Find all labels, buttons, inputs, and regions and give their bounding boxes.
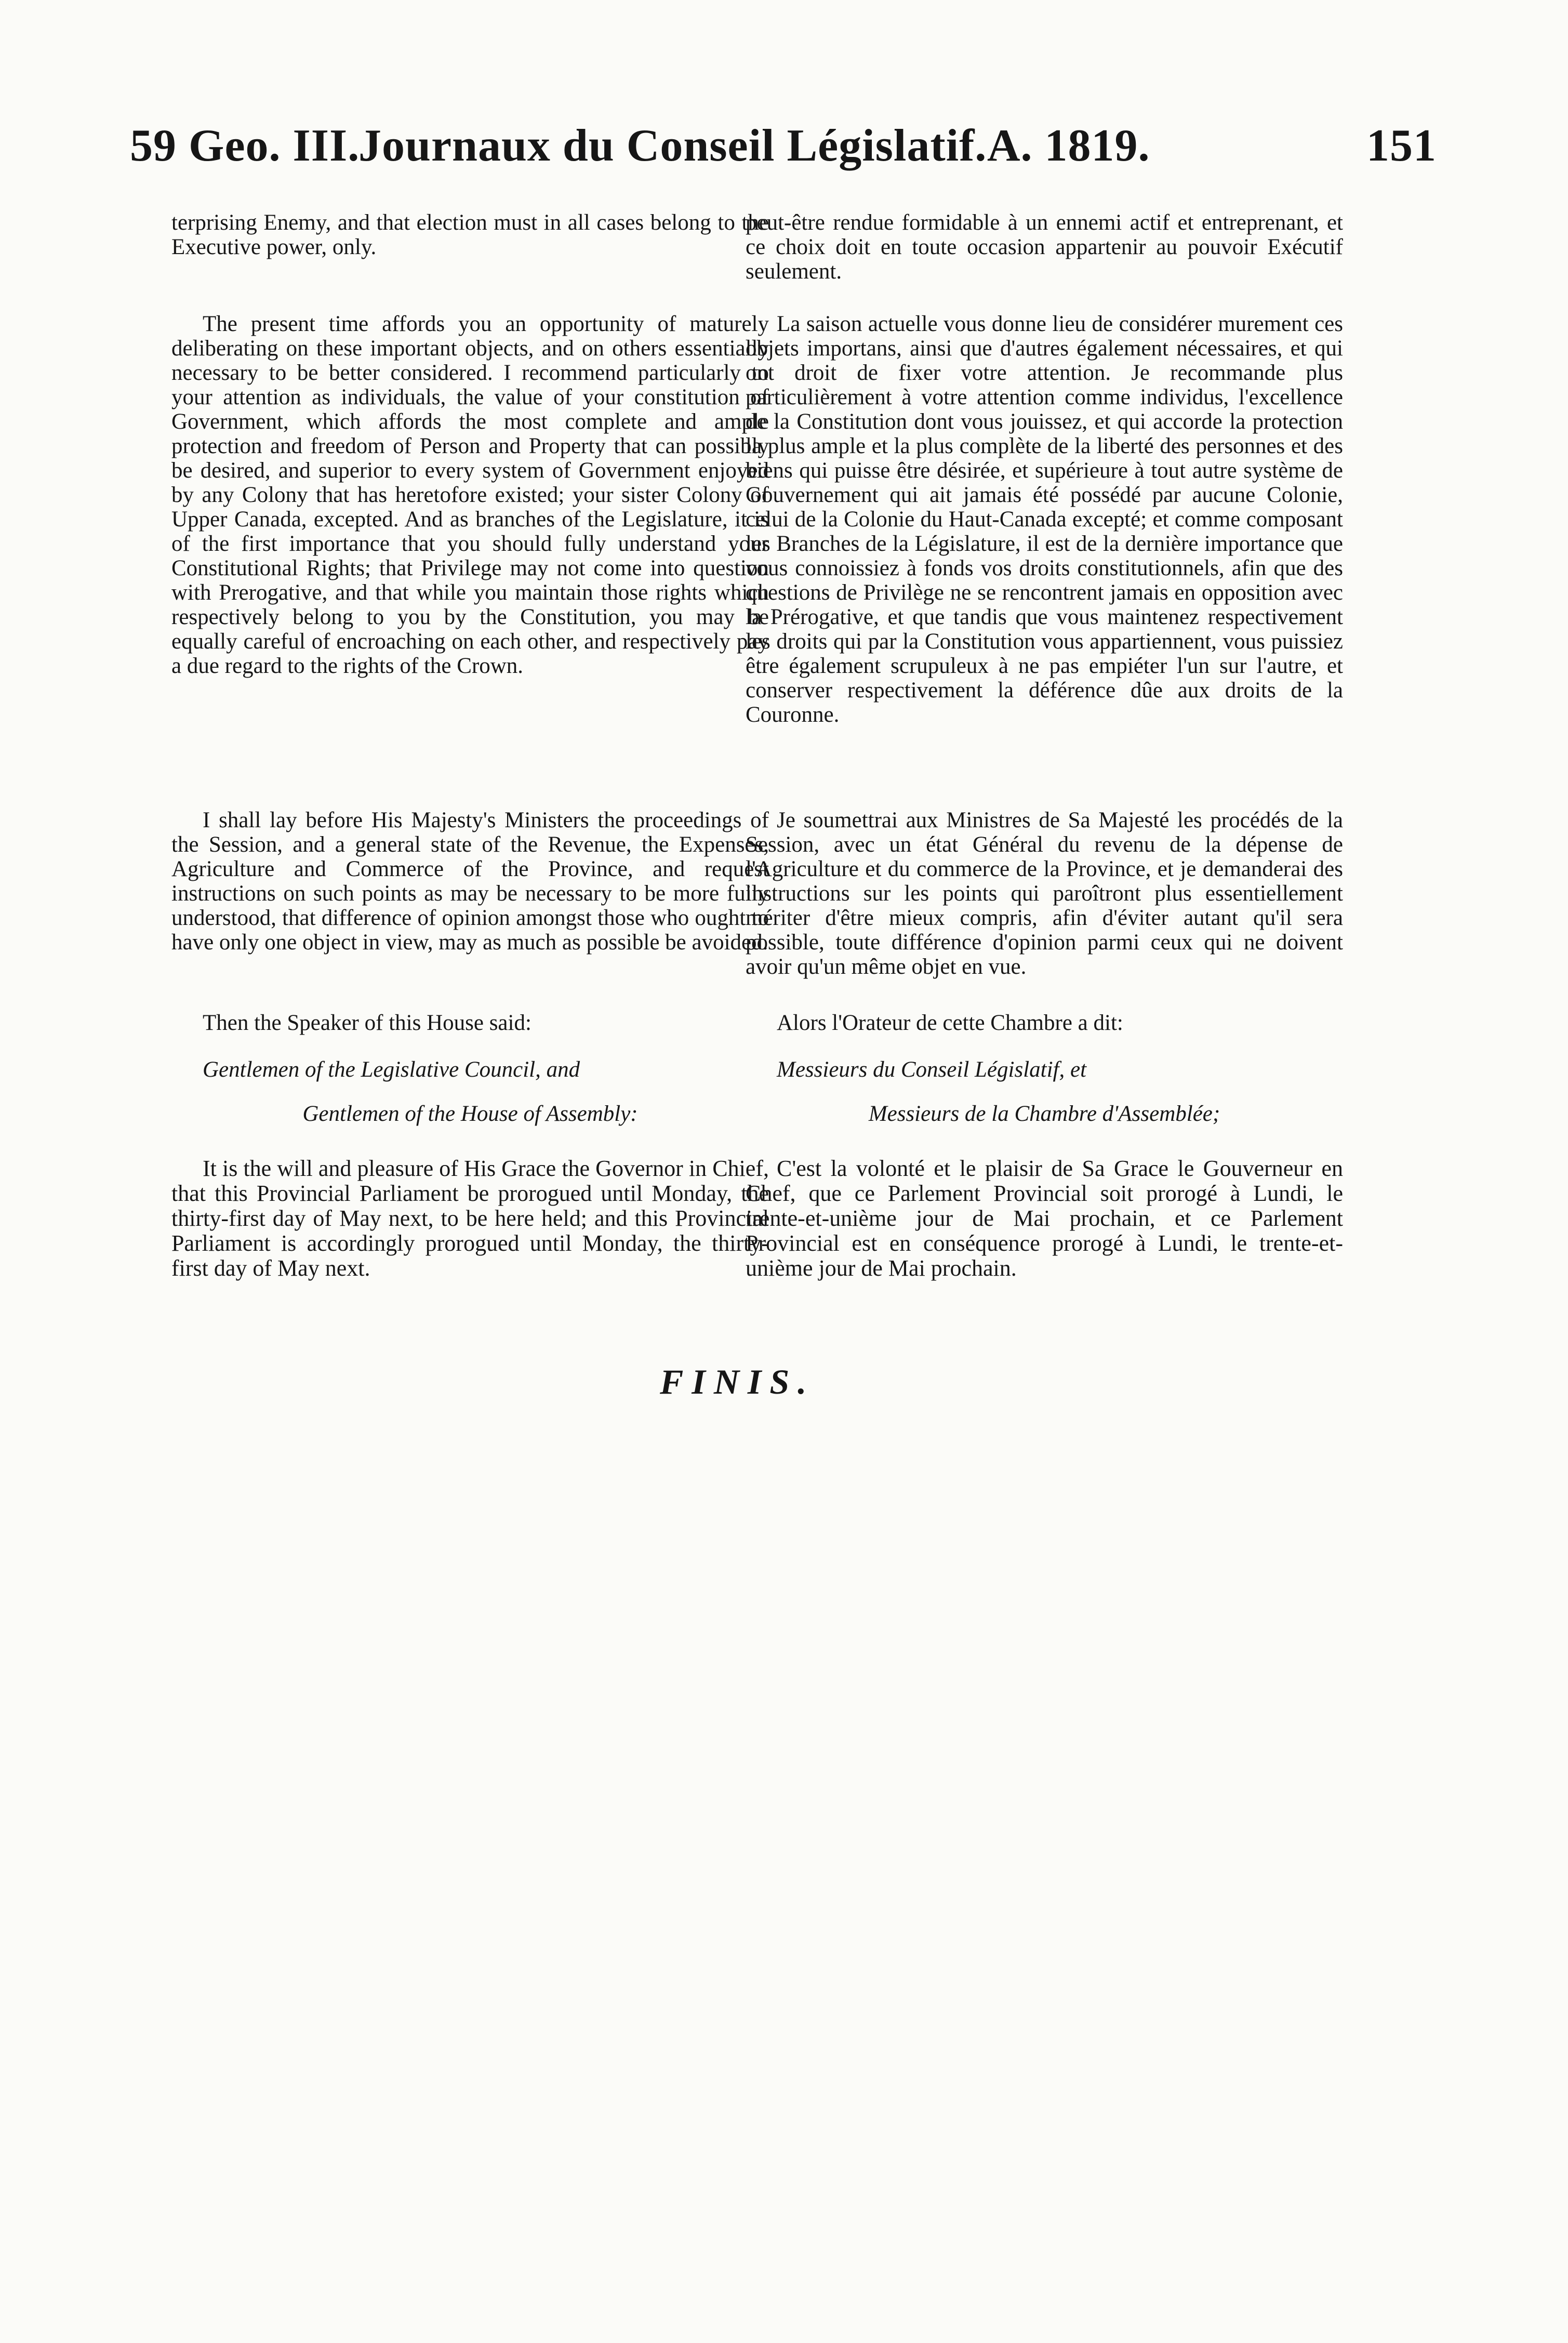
en-paragraph-present-time: The present time affords you an opportunity of maturely deliberating on these important objects, and on others essentially necessary to be better considered. I recommend particularly to your attention as individuals, the value of your constitution of Government, which affords the most complete and ample protection and freedom of Person and Property that can possibly be desired, and superior to every system of Government enjoyed by any Colony that has heretofore existed; your sister Colony of Upper Canada, excepted. And as branches of the Legislature, it is of the first importance that you should fully understand your Constitutional Rights; that Privilege may not come into question with Prerogative, and that while you maintain those rights which respectively belong to you by the Constitution, you may be equally careful of encroaching on each other, and respectively pay a due regard to the rights of the Crown. [171,312,769,678]
fr-address-chambre: Messieurs de la Chambre d'Assemblée; [868,1102,1220,1126]
page-number: 151 [1366,121,1437,171]
en-address-assembly: Gentlemen of the House of Assembly: [302,1102,638,1126]
en-paragraph-ministers: I shall lay before His Majesty's Ministers the proceedings of the Session, and a general state of the Revenue, the Expenses, Agriculture and Commerce of the Province, and request instructions on such points as may be necessary to be more fully understood, that difference of opinion amongst those who ought to have only one object in view, may as much as possible be avoided. [171,808,769,955]
finis-mark: FINIS. [660,1362,815,1401]
fr-paragraph-saison: La saison actuelle vous donne lieu de considérer murement ces objets importans, ainsi que d'autres également nécessaires, et qui ont droit de fixer votre attention. Je recommande plus particulièrement à votre attention comme individus, l'excellence de la Constitution dont vous jouissez, et qui accorde la protection la plus ample et la plus complète de la liberté des personnes et des biens qui puisse être désirée, et supérieure à tout autre système de Gouvernement qui ait jamais été possédé par aucune Colonie, celui de la Colonie du Haut-Canada excepté; et comme composant les Branches de la Législature, il est de la dernière importance que vous connoissiez à fonds vos droits constitutionnels, afin que des questions de Privilège ne se rencontrent jamais en opposition avec la Prérogative, et que tandis que vous maintenez respectivement les droits qui par la Constitution vous appartiennent, vous puissiez être également scrupuleux à ne pas empiéter l'un sur l'autre, et conserver respectivement la déférence dûe aux droits de la Couronne. [746,312,1343,727]
en-prorogation-notice: It is the will and pleasure of His Grace the Governor in Chief, that this Provincial Parliament be prorogued until Monday, the thirty-first day of May next, to be here held; and this Provincial Parliament is accordingly prorogued until Monday, the thirty-first day of May next. [171,1156,769,1281]
page-header [130,120,1437,177]
en-paragraph-continuation: terprising Enemy, and that election must in all cases belong to the Executive power, only. [171,210,769,259]
journal-title: Journaux du Conseil Législatif. [358,121,987,171]
en-address-council: Gentlemen of the Legislative Council, and [203,1057,580,1082]
year: A. 1819. [987,121,1150,171]
fr-orateur-dit: Alors l'Orateur de cette Chambre a dit: [777,1011,1123,1035]
fr-prorogation-notice: C'est la volonté et le plaisir de Sa Grace le Gouverneur en Chef, que ce Parlement Provincial soit prorogé à Lundi, le trente-et-unième jour de Mai prochain, et ce Parlement Provincial est en conséquence prorogé à Lundi, le trente-et-unième jour de Mai prochain. [746,1156,1343,1281]
en-speaker-said: Then the Speaker of this House said: [203,1011,531,1035]
regnal-year: 59 Geo. III. [130,121,360,171]
fr-paragraph-ministres: Je soumettrai aux Ministres de Sa Majesté les procédés de la Session, avec un état Général du revenu de la dépense de l'Agriculture et du commerce de la Province, et je demanderai des instructions sur les points qui paroîtront plus essentiellement mériter d'être mieux compris, afin d'éviter autant qu'il sera possible, toute différence d'opinion parmi ceux qui ne doivent avoir qu'un même objet en vue. [746,808,1343,979]
fr-address-conseil: Messieurs du Conseil Législatif, et [777,1057,1087,1082]
fr-paragraph-continuation: peut-être rendue formidable à un ennemi actif et entreprenant, et ce choix doit en toute occasion appartenir au pouvoir Exécutif seulement. [746,210,1343,284]
